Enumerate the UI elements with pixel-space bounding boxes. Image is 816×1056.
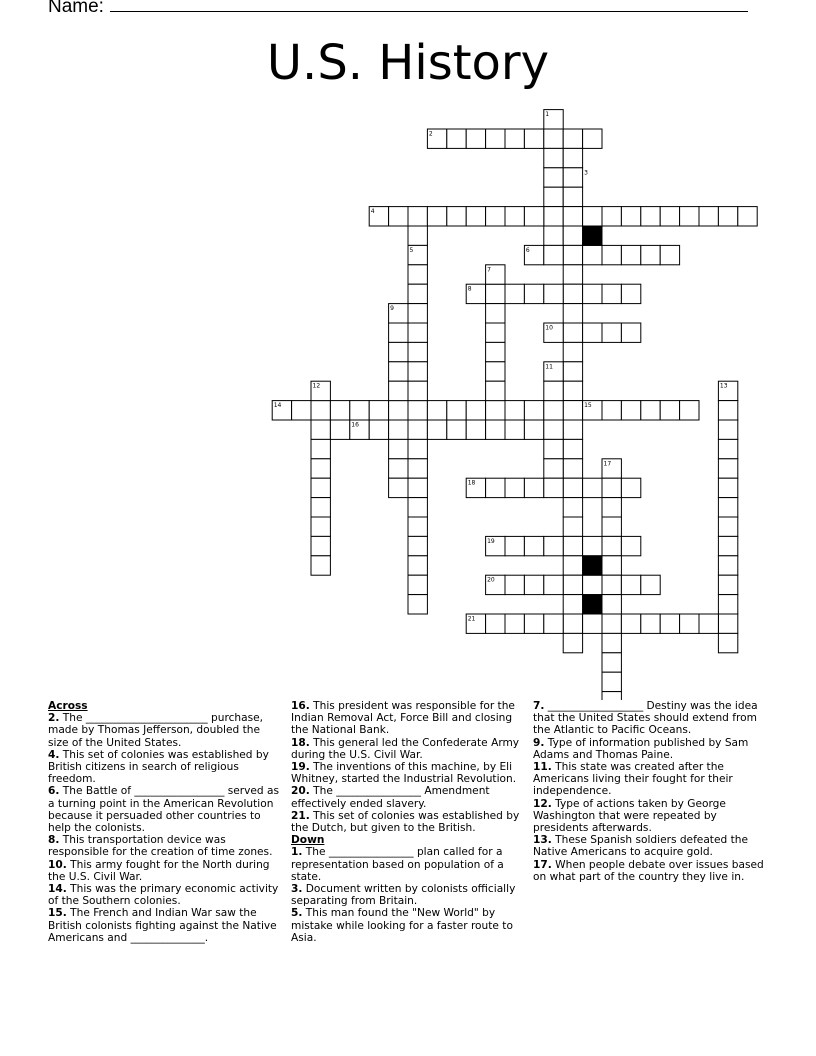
grid-cell[interactable] xyxy=(311,498,330,517)
grid-cell[interactable] xyxy=(408,478,427,497)
grid-cell[interactable] xyxy=(486,284,505,303)
grid-cell[interactable] xyxy=(524,284,543,303)
grid-cell[interactable] xyxy=(660,401,679,420)
grid-cell[interactable] xyxy=(544,420,563,439)
cell-number: 7 xyxy=(487,266,491,274)
grid-cell[interactable] xyxy=(408,342,427,361)
blocked-cell xyxy=(583,595,602,614)
grid-cell[interactable] xyxy=(544,226,563,245)
grid-cell[interactable] xyxy=(544,381,563,400)
grid-cell[interactable] xyxy=(621,614,640,633)
grid-cell[interactable] xyxy=(544,575,563,594)
grid-cell[interactable] xyxy=(505,536,524,555)
grid-cell[interactable] xyxy=(389,362,408,381)
grid-cell[interactable] xyxy=(583,284,602,303)
clue-17 xyxy=(533,859,765,883)
grid-cell[interactable] xyxy=(486,614,505,633)
name-label: Name: xyxy=(48,0,104,17)
clue-text: This set of colonies was established by the Dutch, but given to the British. xyxy=(291,809,520,835)
cell-number: 10 xyxy=(545,324,553,332)
grid-cell[interactable] xyxy=(505,207,524,226)
grid-cell[interactable] xyxy=(330,420,349,439)
clue-text: Document written by colonists officially separating from Britain. xyxy=(291,883,516,908)
grid-cell[interactable] xyxy=(427,401,446,420)
grid-cell[interactable] xyxy=(466,207,485,226)
grid-cell[interactable] xyxy=(408,401,427,420)
page-title: U.S. History xyxy=(266,35,550,91)
clue-16 xyxy=(291,700,523,737)
grid-cell[interactable] xyxy=(486,401,505,420)
blocked-cell xyxy=(583,556,602,575)
grid-cell[interactable] xyxy=(350,401,369,420)
cell-number: 8 xyxy=(467,285,472,293)
clue-4 xyxy=(48,749,280,786)
clue-text: The French and Indian War saw the British colonists fighting against the Native Americans and ______________. xyxy=(48,907,277,944)
grid-cell[interactable] xyxy=(563,245,582,264)
grid-cell[interactable] xyxy=(718,439,737,458)
grid-cell[interactable] xyxy=(621,536,640,555)
grid-cell[interactable] xyxy=(563,498,582,517)
cell-number: 4 xyxy=(370,208,375,216)
grid-cell[interactable] xyxy=(311,420,330,439)
grid-cell[interactable] xyxy=(389,478,408,497)
grid-cell[interactable] xyxy=(486,323,505,342)
grid-cell[interactable] xyxy=(389,420,408,439)
grid-cell[interactable] xyxy=(524,478,543,497)
clue-number: 8. xyxy=(48,834,60,847)
grid-cell[interactable] xyxy=(621,284,640,303)
clue-text: This transportation device was responsible for the creation of time zones. xyxy=(48,834,273,859)
grid-cell[interactable] xyxy=(602,478,621,497)
grid-cell[interactable] xyxy=(447,207,466,226)
clue-5 xyxy=(291,907,523,944)
cell-number: 20 xyxy=(487,576,495,584)
cell-number: 17 xyxy=(603,460,612,468)
clue-11 xyxy=(533,761,765,798)
clue-number: 1. xyxy=(291,846,303,859)
clue-number: 7. xyxy=(533,700,545,712)
grid-cell[interactable] xyxy=(718,459,737,478)
grid-cell[interactable] xyxy=(427,420,446,439)
grid-cell[interactable] xyxy=(389,439,408,458)
clue-3 xyxy=(291,883,523,907)
clue-text: This army fought for the North during the U.S. Civil War. xyxy=(48,858,270,883)
grid-cell[interactable] xyxy=(718,595,737,614)
grid-cell[interactable] xyxy=(583,245,602,264)
grid-cell[interactable] xyxy=(544,148,563,167)
grid-cell[interactable] xyxy=(563,556,582,575)
grid-cell[interactable] xyxy=(718,556,737,575)
grid-cell[interactable] xyxy=(718,498,737,517)
clue-text: The ________________ plan called for a representation based on population of a state. xyxy=(291,846,504,883)
grid-cell[interactable] xyxy=(563,401,582,420)
grid-cell[interactable] xyxy=(641,401,660,420)
grid-cell[interactable] xyxy=(718,207,737,226)
grid-cell[interactable] xyxy=(660,614,679,633)
grid-cell[interactable] xyxy=(602,284,621,303)
clue-21 xyxy=(291,810,523,834)
grid-cell[interactable] xyxy=(389,207,408,226)
clue-text: The ________________ Amendment effectively ended slavery. xyxy=(291,785,490,810)
grid-cell[interactable] xyxy=(408,459,427,478)
grid-cell[interactable] xyxy=(544,614,563,633)
cell-number: 13 xyxy=(719,382,728,390)
grid-cell[interactable] xyxy=(602,672,621,691)
grid-cell[interactable] xyxy=(602,245,621,264)
grid-cell[interactable] xyxy=(544,401,563,420)
grid-cell[interactable] xyxy=(466,420,485,439)
grid-cell[interactable] xyxy=(505,129,524,148)
grid-cell[interactable] xyxy=(408,498,427,517)
across-header: Across xyxy=(48,700,88,712)
grid-cell[interactable] xyxy=(583,536,602,555)
grid-cell[interactable] xyxy=(563,323,582,342)
clue-text: These Spanish soldiers defeated the Native Americans to acquire gold. xyxy=(533,834,748,859)
grid-cell[interactable] xyxy=(641,245,660,264)
clues-column-2 xyxy=(291,700,523,944)
grid-cell[interactable] xyxy=(408,226,427,245)
grid-cell[interactable] xyxy=(680,614,699,633)
grid-cell[interactable] xyxy=(563,439,582,458)
clue-text: This set of colonies was established by British citizens in search of religious freedom. xyxy=(48,748,269,786)
cell-number: 2 xyxy=(428,130,433,138)
clue-text: The _______________________ purchase, made by Thomas Jefferson, doubled the size of the United States. xyxy=(48,712,264,749)
grid-cell[interactable] xyxy=(718,633,737,652)
clue-number: 9. xyxy=(533,736,545,749)
clue-6 xyxy=(48,785,280,834)
grid-cell[interactable] xyxy=(505,284,524,303)
clue-2 xyxy=(48,712,280,749)
cell-number: 12 xyxy=(312,382,321,390)
clue-number: 21. xyxy=(291,809,310,822)
down-header: Down xyxy=(291,834,325,847)
grid-cell[interactable] xyxy=(505,401,524,420)
grid-cell[interactable] xyxy=(408,536,427,555)
clue-number: 19. xyxy=(291,761,310,774)
clue-text: This general led the Confederate Army during the U.S. Civil War. xyxy=(291,736,520,761)
clue-number: 16. xyxy=(291,700,310,712)
grid-cell[interactable] xyxy=(311,517,330,536)
grid-cell[interactable] xyxy=(408,595,427,614)
cell-number: 16 xyxy=(351,421,359,429)
grid-cell[interactable] xyxy=(408,362,427,381)
grid-cell[interactable] xyxy=(563,517,582,536)
grid-cell[interactable] xyxy=(486,342,505,361)
cell-number: 5 xyxy=(409,246,414,254)
clue-7 xyxy=(533,700,765,737)
grid-cell[interactable] xyxy=(389,381,408,400)
clue-12 xyxy=(533,798,765,835)
grid-cell[interactable] xyxy=(389,459,408,478)
grid-cell[interactable] xyxy=(641,575,660,594)
down-clue-list xyxy=(291,846,523,944)
grid-cell[interactable] xyxy=(583,129,602,148)
clue-1 xyxy=(291,846,523,883)
grid-cell[interactable] xyxy=(486,207,505,226)
grid-cell[interactable] xyxy=(699,207,718,226)
grid-cell[interactable] xyxy=(621,245,640,264)
cell-number: 9 xyxy=(390,305,394,313)
grid-cell[interactable] xyxy=(602,498,621,517)
grid-cell[interactable] xyxy=(680,207,699,226)
cell-number: 1 xyxy=(545,111,550,119)
clue-10 xyxy=(48,859,280,883)
clue-number: 4. xyxy=(48,748,60,761)
grid-cell[interactable] xyxy=(738,207,757,226)
across-clue-list-continued xyxy=(291,700,523,834)
grid-cell[interactable] xyxy=(699,614,718,633)
grid-cell[interactable] xyxy=(718,478,737,497)
cell-number: 6 xyxy=(525,246,530,254)
grid-cell[interactable] xyxy=(563,148,582,167)
grid-cell[interactable] xyxy=(408,420,427,439)
clue-number: 5. xyxy=(291,907,303,920)
grid-cell[interactable] xyxy=(563,459,582,478)
grid-cell[interactable] xyxy=(389,401,408,420)
clue-number: 11. xyxy=(533,761,552,774)
grid-cell[interactable] xyxy=(544,168,563,187)
clue-text: Type of information published by Sam Adams and Thomas Paine. xyxy=(533,736,749,761)
grid-cell[interactable] xyxy=(563,168,582,187)
cell-number: 15 xyxy=(584,402,592,410)
grid-cell[interactable] xyxy=(408,265,427,284)
clue-14 xyxy=(48,883,280,907)
cell-number: 19 xyxy=(487,537,495,545)
grid-cell[interactable] xyxy=(524,207,543,226)
down-clue-list-continued xyxy=(533,700,765,883)
grid-cell[interactable] xyxy=(505,478,524,497)
grid-cell[interactable] xyxy=(524,536,543,555)
grid-cell[interactable] xyxy=(602,536,621,555)
grid-cell[interactable] xyxy=(602,614,621,633)
grid-cell[interactable] xyxy=(505,575,524,594)
grid-cell[interactable] xyxy=(408,556,427,575)
grid-cell[interactable] xyxy=(447,129,466,148)
clue-18 xyxy=(291,737,523,761)
grid-cell[interactable] xyxy=(621,401,640,420)
grid-cell[interactable] xyxy=(369,420,388,439)
grid-cell[interactable] xyxy=(311,556,330,575)
grid-cell[interactable] xyxy=(621,478,640,497)
grid-cell[interactable] xyxy=(486,362,505,381)
grid-cell[interactable] xyxy=(524,420,543,439)
clue-number: 13. xyxy=(533,834,552,847)
grid-cell[interactable] xyxy=(563,420,582,439)
clue-number: 6. xyxy=(48,785,60,798)
grid-cell[interactable] xyxy=(680,401,699,420)
grid-cell[interactable] xyxy=(563,478,582,497)
clue-number: 15. xyxy=(48,907,67,920)
grid-cell[interactable] xyxy=(544,459,563,478)
cell-number: 21 xyxy=(467,615,476,623)
grid-cell[interactable] xyxy=(486,420,505,439)
grid-cell[interactable] xyxy=(718,614,737,633)
grid-cell[interactable] xyxy=(602,653,621,672)
grid-cell[interactable] xyxy=(602,575,621,594)
grid-cell[interactable] xyxy=(544,129,563,148)
grid-cell[interactable] xyxy=(602,692,621,700)
grid-cell[interactable] xyxy=(602,207,621,226)
grid-cell[interactable] xyxy=(292,401,311,420)
grid-cell[interactable] xyxy=(563,633,582,652)
grid-cell[interactable] xyxy=(563,575,582,594)
clue-number: 12. xyxy=(533,797,552,810)
grid-cell[interactable] xyxy=(718,420,737,439)
grid-cell[interactable] xyxy=(408,284,427,303)
grid-cell[interactable] xyxy=(563,614,582,633)
clue-number: 14. xyxy=(48,883,67,896)
grid-cell[interactable] xyxy=(563,226,582,245)
grid-cell[interactable] xyxy=(486,129,505,148)
grid-cell[interactable] xyxy=(563,187,582,206)
clue-text: The inventions of this machine, by Eli Whitney, started the Industrial Revolution. xyxy=(291,761,517,786)
clue-text: Type of actions taken by George Washington that were repeated by presidents afterwards. xyxy=(533,797,726,835)
grid-cell[interactable] xyxy=(718,517,737,536)
clue-text: This state was created after the Americans living their fought for their independence. xyxy=(533,761,733,798)
cell-number: 11 xyxy=(545,363,553,371)
grid-cell[interactable] xyxy=(563,265,582,284)
grid-cell[interactable] xyxy=(583,614,602,633)
grid-cell[interactable] xyxy=(408,517,427,536)
grid-cell[interactable] xyxy=(524,401,543,420)
clue-number: 3. xyxy=(291,883,303,896)
grid-cell[interactable] xyxy=(563,129,582,148)
grid-cell[interactable] xyxy=(544,187,563,206)
grid-cell[interactable] xyxy=(563,284,582,303)
clue-text: __________________ Destiny was the idea that the United States should extend from the Atlantic to Pacific Oceans. xyxy=(533,700,758,737)
grid-cell[interactable] xyxy=(486,478,505,497)
grid-cell[interactable] xyxy=(602,595,621,614)
grid-cell[interactable] xyxy=(563,595,582,614)
grid-cell[interactable] xyxy=(389,342,408,361)
clue-13 xyxy=(533,834,765,858)
grid-cell[interactable] xyxy=(544,245,563,264)
grid-cell[interactable] xyxy=(544,207,563,226)
grid-cell[interactable] xyxy=(311,439,330,458)
grid-cell[interactable] xyxy=(621,207,640,226)
grid-cell[interactable] xyxy=(602,401,621,420)
clues-column-3 xyxy=(533,700,765,883)
grid-cell[interactable] xyxy=(447,420,466,439)
grid-cell[interactable] xyxy=(408,304,427,323)
grid-cell[interactable] xyxy=(718,536,737,555)
cell-number: 3 xyxy=(584,169,588,177)
grid-cell[interactable] xyxy=(583,323,602,342)
grid-cell[interactable] xyxy=(602,517,621,536)
grid-cell[interactable] xyxy=(563,381,582,400)
grid-cell[interactable] xyxy=(641,614,660,633)
grid-cell[interactable] xyxy=(311,401,330,420)
grid-cell[interactable] xyxy=(718,401,737,420)
grid-cell[interactable] xyxy=(602,323,621,342)
grid-cell[interactable] xyxy=(563,207,582,226)
grid-cell[interactable] xyxy=(486,381,505,400)
clue-text: This president was responsible for the Indian Removal Act, Force Bill and closing the National Bank. xyxy=(291,700,515,737)
grid-cell[interactable] xyxy=(505,614,524,633)
clue-number: 17. xyxy=(533,858,552,871)
grid-cell[interactable] xyxy=(563,536,582,555)
grid-cell[interactable] xyxy=(369,401,388,420)
across-clue-list xyxy=(48,712,280,944)
clue-text: This man found the "New World" by mistake while looking for a faster route to Asia. xyxy=(291,907,513,944)
grid-cell[interactable] xyxy=(311,459,330,478)
grid-cell[interactable] xyxy=(544,284,563,303)
grid-cell[interactable] xyxy=(408,575,427,594)
clue-text: When people debate over issues based on what part of the country they live in. xyxy=(533,858,764,883)
clue-9 xyxy=(533,737,765,761)
grid-cell[interactable] xyxy=(563,304,582,323)
clue-number: 10. xyxy=(48,858,67,871)
grid-cell[interactable] xyxy=(408,439,427,458)
grid-cell[interactable] xyxy=(408,381,427,400)
blocked-cell xyxy=(583,226,602,245)
clue-text: This was the primary economic activity of the Southern colonies. xyxy=(48,883,279,908)
grid-cell[interactable] xyxy=(486,304,505,323)
cell-number: 14 xyxy=(273,402,282,410)
grid-cell[interactable] xyxy=(544,536,563,555)
grid-cell[interactable] xyxy=(621,575,640,594)
clue-20 xyxy=(291,785,523,809)
grid-cell[interactable] xyxy=(641,207,660,226)
grid-cell[interactable] xyxy=(505,420,524,439)
grid-cell[interactable] xyxy=(427,207,446,226)
clue-19 xyxy=(291,761,523,785)
clue-text: The Battle of _________________ served as a turning point in the American Revolution because it persuaded other countries to help the colonists. xyxy=(48,785,280,835)
grid-cell[interactable] xyxy=(389,323,408,342)
grid-cell[interactable] xyxy=(583,478,602,497)
grid-cell[interactable] xyxy=(524,129,543,148)
grid-cell[interactable] xyxy=(718,575,737,594)
grid-cell[interactable] xyxy=(311,536,330,555)
grid-cell[interactable] xyxy=(583,575,602,594)
grid-cell[interactable] xyxy=(524,575,543,594)
cell-number: 18 xyxy=(467,479,476,487)
grid-cell[interactable] xyxy=(330,401,349,420)
grid-cell[interactable] xyxy=(544,478,563,497)
clue-number: 18. xyxy=(291,736,310,749)
clues-column-1 xyxy=(48,700,280,944)
clue-number: 20. xyxy=(291,785,310,798)
grid-cell[interactable] xyxy=(466,129,485,148)
grid-cell[interactable] xyxy=(408,323,427,342)
clue-8 xyxy=(48,834,280,858)
grid-cell[interactable] xyxy=(544,439,563,458)
grid-cell[interactable] xyxy=(563,342,582,361)
clue-number: 2. xyxy=(48,712,60,725)
grid-cell[interactable] xyxy=(447,401,466,420)
grid-cell[interactable] xyxy=(311,478,330,497)
grid-cell[interactable] xyxy=(466,401,485,420)
grid-cell[interactable] xyxy=(660,245,679,264)
grid-cell[interactable] xyxy=(524,614,543,633)
grid-cell[interactable] xyxy=(660,207,679,226)
grid-cell[interactable] xyxy=(563,362,582,381)
grid-cell[interactable] xyxy=(602,556,621,575)
grid-cell[interactable] xyxy=(621,323,640,342)
clue-15 xyxy=(48,907,280,944)
grid-cell[interactable] xyxy=(408,207,427,226)
grid-cell[interactable] xyxy=(583,207,602,226)
grid-cell[interactable] xyxy=(602,633,621,652)
